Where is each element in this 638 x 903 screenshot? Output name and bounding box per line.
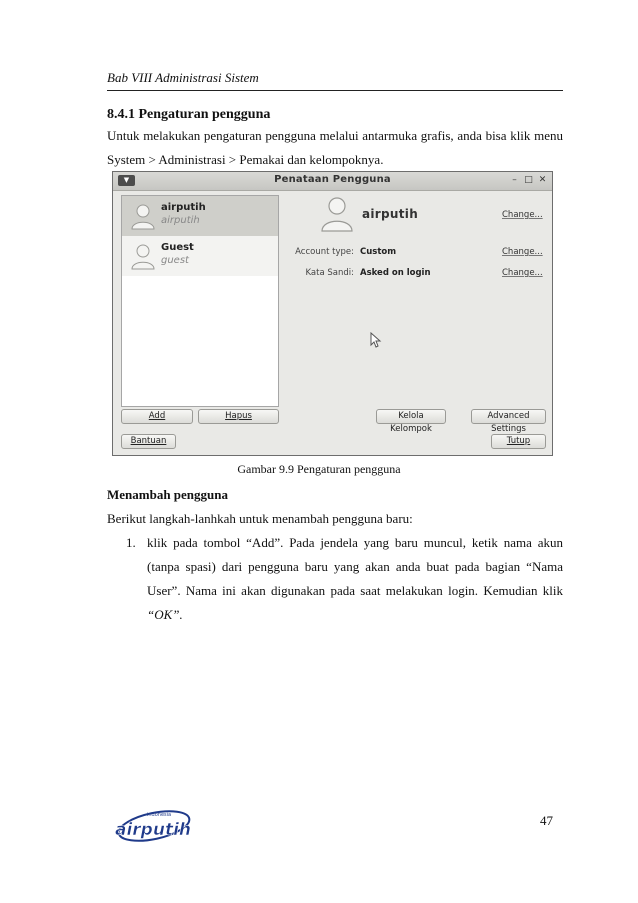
- advanced-settings-button-label: Advanced Settings: [487, 411, 530, 434]
- change-password-link[interactable]: Change...: [502, 268, 543, 278]
- user-name: Guest: [161, 242, 194, 253]
- password-value: Asked on login: [360, 268, 431, 278]
- logo-small-text: indonesia: [147, 812, 172, 818]
- manage-groups-button[interactable]: [376, 409, 446, 434]
- page-number: 47: [540, 813, 553, 828]
- subsection-title: Menambah pengguna: [107, 487, 228, 502]
- advanced-settings-button[interactable]: [471, 409, 546, 434]
- user-name: airputih: [161, 202, 206, 213]
- change-name-link[interactable]: Change...: [502, 210, 543, 220]
- change-account-type-link[interactable]: Change...: [502, 247, 543, 257]
- remove-button[interactable]: [198, 409, 279, 424]
- password-label: Kata Sandi:: [305, 268, 354, 278]
- section-title: 8.4.1 Pengaturan pengguna: [107, 107, 271, 122]
- header-rule: [107, 90, 563, 91]
- account-type-label: Account type:: [295, 247, 354, 257]
- intro-line-1: Untuk melakukan pengaturan pengguna melalui antarmuka grafis, anda bisa klik menu: [107, 128, 563, 143]
- step-line-1: klik pada tombol “Add”. Pada jendela yang baru muncul, ketik nama akun: [147, 535, 563, 550]
- user-row-guest[interactable]: [122, 236, 278, 276]
- user-avatar-icon: [129, 242, 157, 270]
- remove-button-label: Hapus: [225, 411, 252, 421]
- window-titlebar: [113, 172, 552, 191]
- minimize-icon[interactable]: –: [512, 175, 517, 185]
- selected-user-name: airputih: [362, 207, 419, 221]
- user-login: airputih: [161, 215, 200, 226]
- figure-caption: Gambar 9.9 Pengaturan pengguna: [237, 462, 401, 476]
- manage-groups-button-label: Kelola Kelompok: [390, 411, 432, 434]
- account-type-value: Custom: [360, 247, 397, 257]
- close-button-label: Tutup: [506, 436, 531, 446]
- selected-user-avatar-icon[interactable]: [318, 194, 356, 232]
- add-button[interactable]: [121, 409, 193, 424]
- close-button[interactable]: [491, 434, 546, 449]
- step-line-2: (tanpa spasi) dari pengguna baru yang akan anda buat pada bagian “Nama: [147, 559, 563, 574]
- close-icon[interactable]: ✕: [538, 175, 547, 185]
- step-line-3: User”. Nama ini akan digunakan pada saat melakukan login. Kemudian klik: [147, 583, 563, 598]
- step-line-4: “OK”.: [147, 607, 183, 622]
- user-avatar-icon: [129, 202, 157, 230]
- window-title: Penataan Pengguna: [274, 174, 391, 185]
- add-button-label: Add: [148, 411, 166, 421]
- user-list: [121, 195, 279, 407]
- help-button[interactable]: [121, 434, 176, 449]
- intro-line-2: System > Administrasi > Pemakai dan kelompoknya.: [107, 152, 384, 167]
- steps-intro: Berikut langkah-lanhkah untuk menambah pengguna baru:: [107, 511, 413, 526]
- step-number: 1.: [126, 535, 136, 550]
- user-row-airputih[interactable]: [122, 196, 278, 236]
- chapter-header: Bab VIII Administrasi Sistem: [107, 70, 259, 85]
- window-menu-icon[interactable]: ▼: [118, 175, 135, 186]
- mouse-pointer-icon: [370, 332, 382, 348]
- maximize-icon[interactable]: □: [524, 175, 533, 185]
- help-button-label: Bantuan: [130, 436, 167, 446]
- airputih-logo: [111, 806, 193, 844]
- logo-text: airputih: [115, 820, 192, 840]
- user-settings-window: [112, 171, 553, 456]
- user-login: guest: [161, 255, 189, 266]
